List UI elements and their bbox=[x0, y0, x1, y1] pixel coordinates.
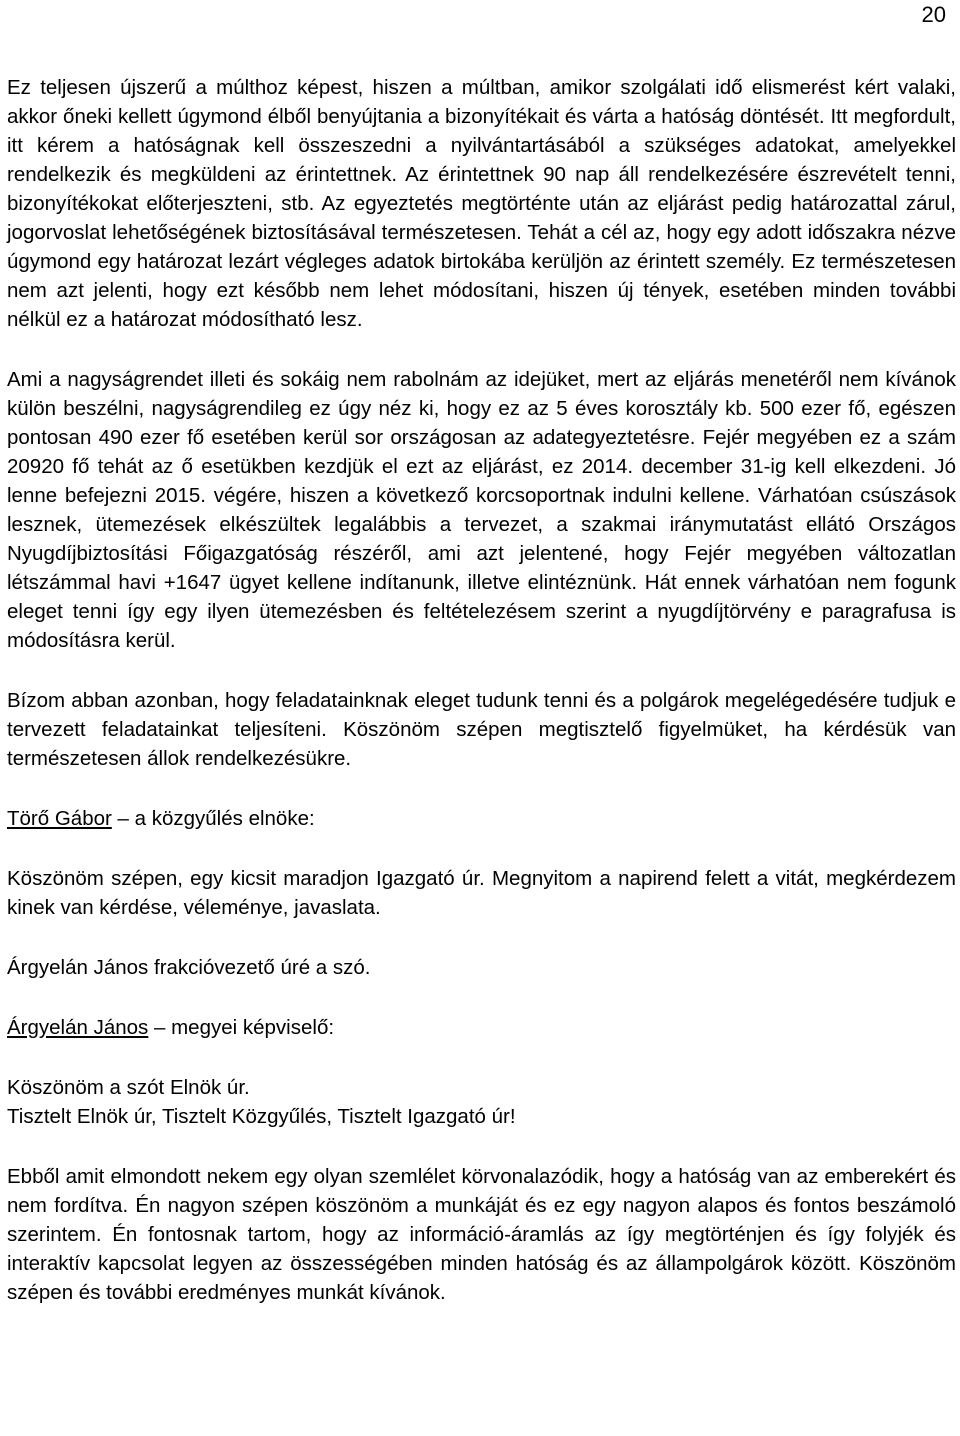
document-body bbox=[7, 73, 956, 1307]
paragraph-response: Ebből amit elmondott nekem egy olyan szemlélet körvonalazódik, hogy a hatóság van az emberekért és nem fordítva. Én nagyon szépen köszönöm a munkáját és ez egy nagyon alapos és fontos beszámoló szerintem. Én fontosnak tartom, hogy az információ-áramlás az így megtörténjen és így folyjék és interaktív kapcsolat legyen az összességében minden hatóság és az állampolgárok között. Köszönöm szépen és további eredményes munkát kívánok. bbox=[7, 1165, 956, 1304]
paragraph-greeting: Tisztelt Elnök úr, Tisztelt Közgyűlés, Tisztelt Igazgató úr! bbox=[7, 1105, 516, 1128]
speaker-name-argyelan: Árgyelán János bbox=[7, 1016, 149, 1039]
speaker-heading-argyelan bbox=[7, 1013, 956, 1042]
speaker-heading-toro bbox=[7, 804, 956, 833]
speaker-role-argyelan: – megyei képviselő: bbox=[148, 1016, 335, 1039]
paragraph-magnitude: Ami a nagyságrendet illeti és sokáig nem rabolnám az idejüket, mert az eljárás menetéről nem kívánok külön beszélni, nagyságrendileg ez úgy néz ki, hogy ez az 5 éves korosztály kb. 500 ezer fő, egészen pontosan 490 ezer fő esetében kerül sor országosan az adategyeztetésre. Fejér megyében ez a szám 20920 fő tehát az ő esetükben kezdjük el ezt az eljárást, ez 2014. december 31-ig kell elkezdeni. Jó lenne befejezni 2015. végére, hiszen a következő korcsoportnak indulni kellene. Várhatóan csúszások lesznek, ütemezések elkészültek legalábbis a tervezet, a szakmai iránymutatást ellátó Országos Nyugdíjbiztosítási Főigazgatóság részéről, ami azt jelentené, hogy Fejér megyében változatlan létszámmal havi +1647 ügyet kellene indítanunk, illetve elintéznünk. Hát ennek várhatóan nem fogunk eleget tenni így egy ilyen ütemezésben és feltételezésem szerint a nyugdíjtörvény e paragrafusa is módosításra kerül. bbox=[7, 368, 956, 652]
speaker-name-toro: Törő Gábor bbox=[7, 807, 112, 830]
paragraph-closing: Bízom abban azonban, hogy feladatainknak eleget tudunk tenni és a polgárok megelégedésére tudjuk e tervezett feladatainkat teljesíteni. Köszönöm szépen megtisztelő figyelmüket, ha kérdésük van természetesen állok rendelkezésükre. bbox=[7, 689, 956, 770]
paragraph-chair-response: Köszönöm szépen, egy kicsit maradjon Igazgató úr. Megnyitom a napirend felett a vitát, megkérdezem kinek van kérdése, véleménye, javaslata. bbox=[7, 867, 956, 919]
paragraph-thanks: Köszönöm a szót Elnök úr. bbox=[7, 1076, 250, 1099]
paragraph-floor-given: Árgyelán János frakcióvezető úré a szó. bbox=[7, 956, 371, 979]
paragraph-intro: Ez teljesen újszerű a múlthoz képest, hiszen a múltban, amikor szolgálati idő elismerést kért valaki, akkor őneki kellett úgymond élből benyújtania a bizonyítékait és várta a hatóság döntését. Itt megfordult, itt kérem a hatóságnak kell összeszedni a nyilvántartásából a szükséges adatokat, amelyekkel rendelkezik és megküldeni az érintettnek. Az érintettnek 90 nap áll rendelkezésére észrevételt tenni, bizonyítékokat előterjeszteni, stb. Az egyeztetés megtörténte után az eljárást pedig határozattal zárul, jogorvoslat lehetőségének biztosításával természetesen. Tehát a cél az, hogy egy adott időszakra nézve úgymond egy határozat lezárt végleges adatok birtokába kerüljön az érintett személy. Ez természetesen nem azt jelenti, hogy ezt később nem lehet módosítani, hiszen új tények, esetében minden további nélkül ez a határozat módosítható lesz. bbox=[7, 76, 956, 331]
speaker-role-toro: – a közgyűlés elnöke: bbox=[111, 807, 315, 830]
page-number: 20 bbox=[921, 2, 946, 27]
